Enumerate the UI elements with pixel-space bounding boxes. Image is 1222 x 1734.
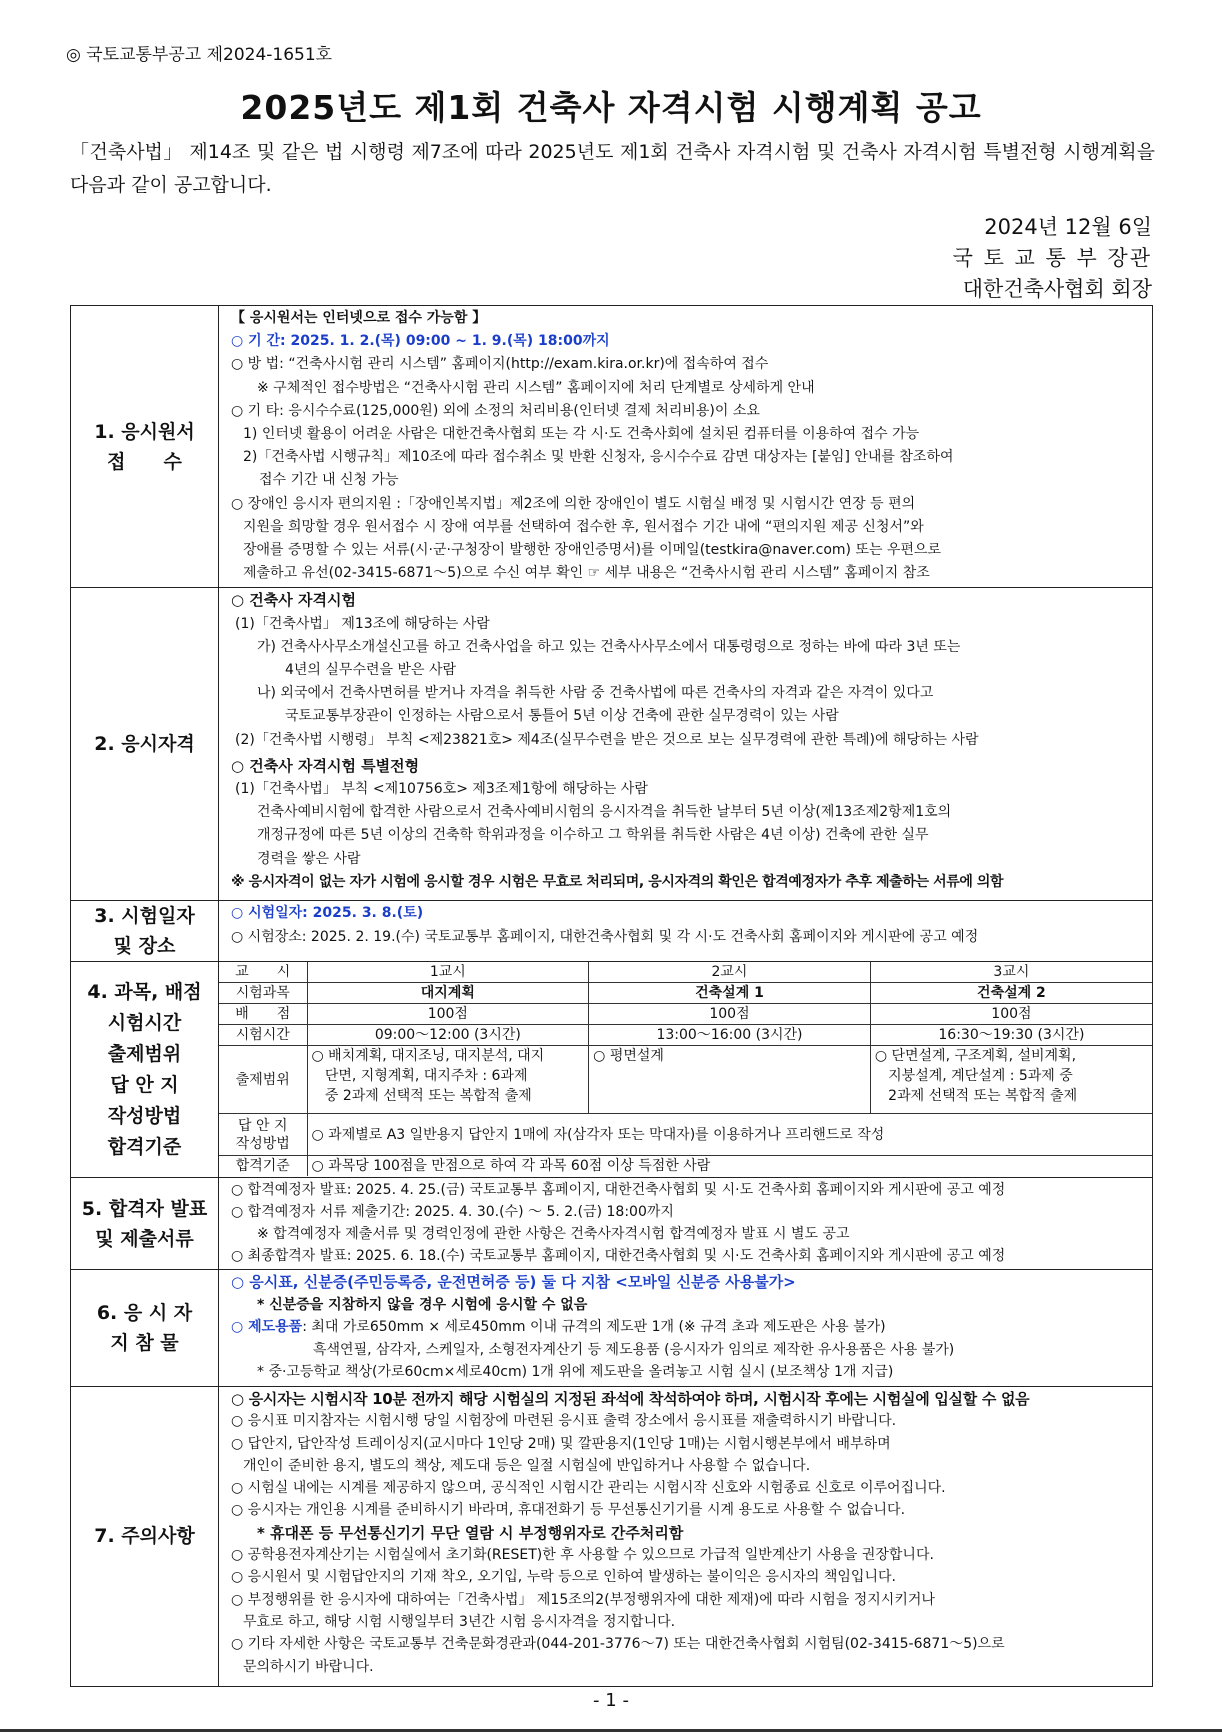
score-2: 100점 <box>589 1004 871 1025</box>
issuer-ministry: 국 토 교 통 부 장관 <box>952 246 1152 270</box>
label-subject: 시험과목 <box>219 983 307 1004</box>
score-3: 100점 <box>870 1004 1152 1025</box>
application-other-1: 1) 인터넷 활용이 어려운 사람은 대한건축사협회 또는 각 시·도 건축사회에 설치된 컴퓨터를 이용하여 접수 가능 <box>243 426 920 443</box>
time-2: 13:00～16:00 (3시간) <box>589 1025 871 1046</box>
caution-8b: 무효로 하고, 해당 시험 시행일부터 3년간 시험 응시자격을 정지합니다. <box>243 1613 676 1630</box>
schedule-table <box>70 305 1153 1687</box>
caution-phone: * 휴대폰 등 무선통신기기 무단 열람 시 부정행위자로 간주처리함 <box>257 1523 684 1542</box>
label-period: 교 시 <box>219 962 307 983</box>
label-time: 시험시간 <box>219 1025 307 1046</box>
id-warning: * 신분증을 지참하지 않을 경우 시험에 응시할 수 없음 <box>257 1296 588 1313</box>
online-notice: 【 응시원서는 인터넷으로 접수 가능함 】 <box>231 310 487 326</box>
intro-paragraph: 「건축사법」 제14조 및 같은 법 시행령 제7조에 따라 2025년도 제1회 건축사 자격시험 및 건축사 자격시험 특별전형 시행계획을 다음과 같이 공고합니다. <box>70 141 1155 196</box>
disability-support-2: 지원을 희망할 경우 원서접수 시 장애 여부를 선택하여 접수한 후, 원서접수 기간 내에 “편의지원 제공 신청서”와 <box>243 518 924 535</box>
label-score: 배 점 <box>219 1004 307 1025</box>
subjects-table <box>219 962 1152 1176</box>
issuer-association: 대한건축사협회 회장 <box>962 277 1152 301</box>
document-period: ○ 합격예정자 서류 제출기간: 2025. 4. 30.(수) ～ 5. 2.(금) 18:00까지 <box>231 1204 674 1221</box>
section-head-eligibility: 2. 응시자격 <box>71 588 219 901</box>
caution-8: ○ 부정행위를 한 응시자에 대하여는「건축사법」 제15조의2(부정행위자에 대한 제재)에 따라 시험을 정지시키거나 <box>231 1591 935 1608</box>
label-pass: 합격기준 <box>219 1156 307 1177</box>
scope-1: ○ 배치계획, 대지조닝, 대지분석, 대지 단면, 지형계획, 대지주차 : 6과제 중 2과제 선택적 또는 복합적 출제 <box>307 1046 589 1114</box>
time-3: 16:30～19:30 (3시간) <box>870 1025 1152 1046</box>
drafting-tools-2: 흑색연필, 삼각자, 스케일자, 소형전자계산기 등 제도용품 (응시자가 임의로 제작한 유사용품은 사용 불가) <box>313 1341 955 1358</box>
disability-support: ○ 장애인 응시자 편의지원 :「장애인복지법」제2조에 의한 장애인이 별도 시험실 배정 및 시험시간 연장 등 편의 <box>231 495 916 512</box>
desk-note: * 중·고등학교 책상(가로60cm×세로40cm) 1개 위에 제도판을 올려놓고 시험 실시 (보조책상 1개 지급) <box>257 1364 894 1381</box>
eligibility-special: ○ 건축사 자격시험 특별전형 <box>231 756 420 775</box>
section-head-items: 6. 응 시 자 지 참 물 <box>71 1270 219 1387</box>
page-title: 2025년도 제1회 건축사 자격시험 시행계획 공고 <box>240 88 982 127</box>
period-2: 2교시 <box>589 962 871 983</box>
application-note: ※ 구체적인 접수방법은 “건축사시험 관리 시스템” 홈페이지에 처리 단계별로 상세하게 안내 <box>257 379 815 396</box>
application-fee: ○ 기 타: 응시수수료(125,000원) 외에 소정의 처리비용(인터넷 결제 처리비용)이 소요 <box>231 402 760 419</box>
application-other-2b: 접수 기간 내 신청 가능 <box>259 472 399 489</box>
issue-date: 2024년 12월 6일 <box>984 215 1152 239</box>
required-id: ○ 응시표, 신분증(주민등록증, 운전면허증 등) 둘 다 지참 <모바일 신분증 사용불가> <box>231 1273 796 1292</box>
section-head-cautions: 7. 주의사항 <box>71 1386 219 1686</box>
eligibility-1a: 가) 건축사사무소개설신고를 하고 건축사업을 하고 있는 건축사사무소에서 대통령령으로 정하는 바에 따라 3년 또는 <box>257 638 961 655</box>
exam-venue: ○ 시험장소: 2025. 2. 19.(수) 국토교통부 홈페이지, 대한건축사협회 및 각 시·도 건축사회 홈페이지와 게시판에 공고 예정 <box>231 928 979 945</box>
caution-9b: 문의하시기 바랍니다. <box>243 1658 374 1675</box>
subject-3: 건축설계 2 <box>870 983 1152 1004</box>
document-note: ※ 합격예정자 제출서류 및 경력인정에 관한 사항은 건축사자격시험 합격예정자 발표 시 별도 공고 <box>257 1226 850 1243</box>
exam-date: ○ 시험일자: 2025. 3. 8.(토) <box>231 905 424 922</box>
section-application <box>71 306 1153 588</box>
caution-2: ○ 응시표 미지참자는 시험시행 당일 시험장에 마련된 응시표 출력 장소에서 응시표를 재출력하시기 바랍니다. <box>231 1413 897 1430</box>
caution-4: ○ 시험실 내에는 시계를 제공하지 않으며, 공식적인 시험시간 관리는 시험시작 신호와 시험종료 신호로 이루어집니다. <box>231 1480 946 1497</box>
eligibility-regular: ○ 건축사 자격시험 <box>231 591 356 610</box>
disability-support-3: 장애를 증명할 수 있는 서류(시·군·구청장이 발행한 장애인증명서)를 이메일(testkira@naver.com) 또는 우편으로 <box>243 542 942 559</box>
drafting-tools <box>231 1316 1144 1339</box>
time-1: 09:00～12:00 (3시간) <box>307 1025 589 1046</box>
section-exam-date <box>71 901 1153 962</box>
caution-1: ○ 응시자는 시험시작 10분 전까지 해당 시험실의 지정된 좌석에 착석하여야 하며, 시험시작 후에는 시험실에 입실할 수 없음 <box>231 1389 1030 1408</box>
answer-method: ○ 과제별로 A3 일반용지 답안지 1매에 자(삼각자 또는 막대자)를 이용하거나 프리핸드로 작성 <box>307 1114 1152 1156</box>
disability-support-4: 제출하고 유선(02-3415-6871～5)으로 수신 여부 확인 ☞ 세부 내용은 “건축사시험 관리 시스템” 홈페이지 참조 <box>243 565 930 582</box>
section-subjects <box>71 962 1153 1178</box>
section-head-results: 5. 합격자 발표 및 제출서류 <box>71 1178 219 1270</box>
caution-7: ○ 응시원서 및 시험답안지의 기재 착오, 오기입, 누락 등으로 인하여 발생하는 불이익은 응시자의 책임입니다. <box>231 1569 896 1586</box>
final-announcement: ○ 최종합격자 발표: 2025. 6. 18.(수) 국토교통부 홈페이지, 대한건축사협회 및 시·도 건축사회 홈페이지와 게시판에 공고 예정 <box>231 1248 1006 1265</box>
period-3: 3교시 <box>870 962 1152 983</box>
label-answer: 답 안 지 작성방법 <box>219 1114 307 1156</box>
eligibility-warning: ※ 응시자격이 없는 자가 시험에 응시할 경우 시험은 무효로 처리되며, 응시자격의 확인은 합격예정자가 추후 제출하는 서류에 의함 <box>231 873 1004 890</box>
scope-2: ○ 평면설계 <box>589 1046 871 1114</box>
section-items <box>71 1270 1153 1387</box>
eligibility-1b: 나) 외국에서 건축사면허를 받거나 자격을 취득한 사람 중 건축사법에 따른 건축사의 자격과 같은 자격이 있다고 <box>257 685 934 702</box>
eligibility-1a-cont: 4년의 실무수련을 받은 사람 <box>285 662 457 679</box>
label-scope: 출제범위 <box>219 1046 307 1114</box>
section-eligibility <box>71 588 1153 901</box>
scope-3: ○ 단면설계, 구조계획, 설비계획, 지붕설계, 계단설계 : 5과제 중 2과제 선택적 또는 복합적 출제 <box>870 1046 1152 1114</box>
score-1: 100점 <box>307 1004 589 1025</box>
special-1-text: 건축사예비시험에 합격한 사람으로서 건축사예비시험의 응시자격을 취득한 날부터 5년 이상(제13조제2항제1호의 <box>257 804 952 821</box>
caution-3: ○ 답안지, 답안작성 트레이싱지(교시마다 1인당 2매) 및 깔판용지(1인당 1매)는 시험시행본부에서 배부하며 <box>231 1435 891 1452</box>
bottom-divider <box>0 1729 1222 1732</box>
pass-criteria: ○ 과목당 100점을 만점으로 하여 각 과목 60점 이상 득점한 사람 <box>307 1156 1152 1177</box>
caution-6: ○ 공학용전자계산기는 시험실에서 초기화(RESET)한 후 사용할 수 있으므로 가급적 일반계산기 사용을 권장합니다. <box>231 1547 934 1564</box>
special-1: (1)「건축사법」 부칙 <제10756호> 제3조제1항에 해당하는 사람 <box>235 781 648 798</box>
period-1: 1교시 <box>307 962 589 983</box>
notice-number: ◎ 국토교통부공고 제2024-1651호 <box>66 45 333 65</box>
eligibility-1: (1)「건축사법」 제13조에 해당하는 사람 <box>235 615 490 632</box>
special-1-text-2: 개정규정에 따른 5년 이상의 건축학 학위과정을 이수하고 그 학위를 취득한 사람은 4년 이상) 건축에 관한 실무 <box>257 827 929 844</box>
caution-5: ○ 응시자는 개인용 시계를 준비하시기 바라며, 휴대전화기 등 무선통신기기를 시계 용도로 사용할 수 없습니다. <box>231 1502 906 1519</box>
application-method: ○ 방 법: “건축사시험 관리 시스템” 홈페이지(http://exam.kira.or.kr)에 접속하여 접수 <box>231 356 769 373</box>
special-1-text-3: 경력을 쌓은 사람 <box>257 850 361 867</box>
subject-1: 대지계획 <box>307 983 589 1004</box>
page-number: - 1 - <box>593 1690 629 1711</box>
section-head-exam-date: 3. 시험일자 및 장소 <box>71 901 219 962</box>
subject-2: 건축설계 1 <box>589 983 871 1004</box>
drafting-tools-text: : 최대 가로650mm × 세로450mm 이내 규격의 제도판 1개 (※ 규격 초과 제도판은 사용 불가) <box>302 1319 886 1336</box>
caution-9: ○ 기타 자세한 사항은 국토교통부 건축문화경관과(044-201-3776～7) 또는 대한건축사협회 시험팀(02-3415-6871～5)으로 <box>231 1636 1005 1653</box>
section-head-application: 1. 응시원서 접 수 <box>71 306 219 588</box>
section-cautions <box>71 1386 1153 1686</box>
eligibility-2: (2)「건축사법 시행령」 부칙 <제23821호> 제4조(실무수련을 받은 것으로 보는 실무경력에 관한 특례)에 해당하는 사람 <box>235 731 979 748</box>
eligibility-1b-cont: 국토교통부장관이 인정하는 사람으로서 통틀어 5년 이상 건축에 관한 실무경력이 있는 사람 <box>285 708 839 725</box>
drafting-tools-label: ○ 제도용품 <box>231 1319 303 1336</box>
section-results <box>71 1178 1153 1270</box>
application-period: ○ 기 간: 2025. 1. 2.(목) 09:00 ~ 1. 9.(목) 18:00까지 <box>231 333 610 350</box>
issue-block <box>953 212 1152 305</box>
prelim-announcement: ○ 합격예정자 발표: 2025. 4. 25.(금) 국토교통부 홈페이지, 대한건축사협회 및 시·도 건축사회 홈페이지와 게시판에 공고 예정 <box>231 1182 1006 1199</box>
section-head-subjects: 4. 과목, 배점 시험시간 출제범위 답 안 지 작성방법 합격기준 <box>71 962 219 1178</box>
application-other-2: 2)「건축사법 시행규칙」제10조에 따라 접수취소 및 반환 신청자, 응시수수료 감면 대상자는 [붙임] 안내를 참조하여 <box>243 449 954 466</box>
caution-3b: 개인이 준비한 용지, 별도의 책상, 제도대 등은 일절 시험실에 반입하거나 사용할 수 없습니다. <box>243 1457 811 1474</box>
